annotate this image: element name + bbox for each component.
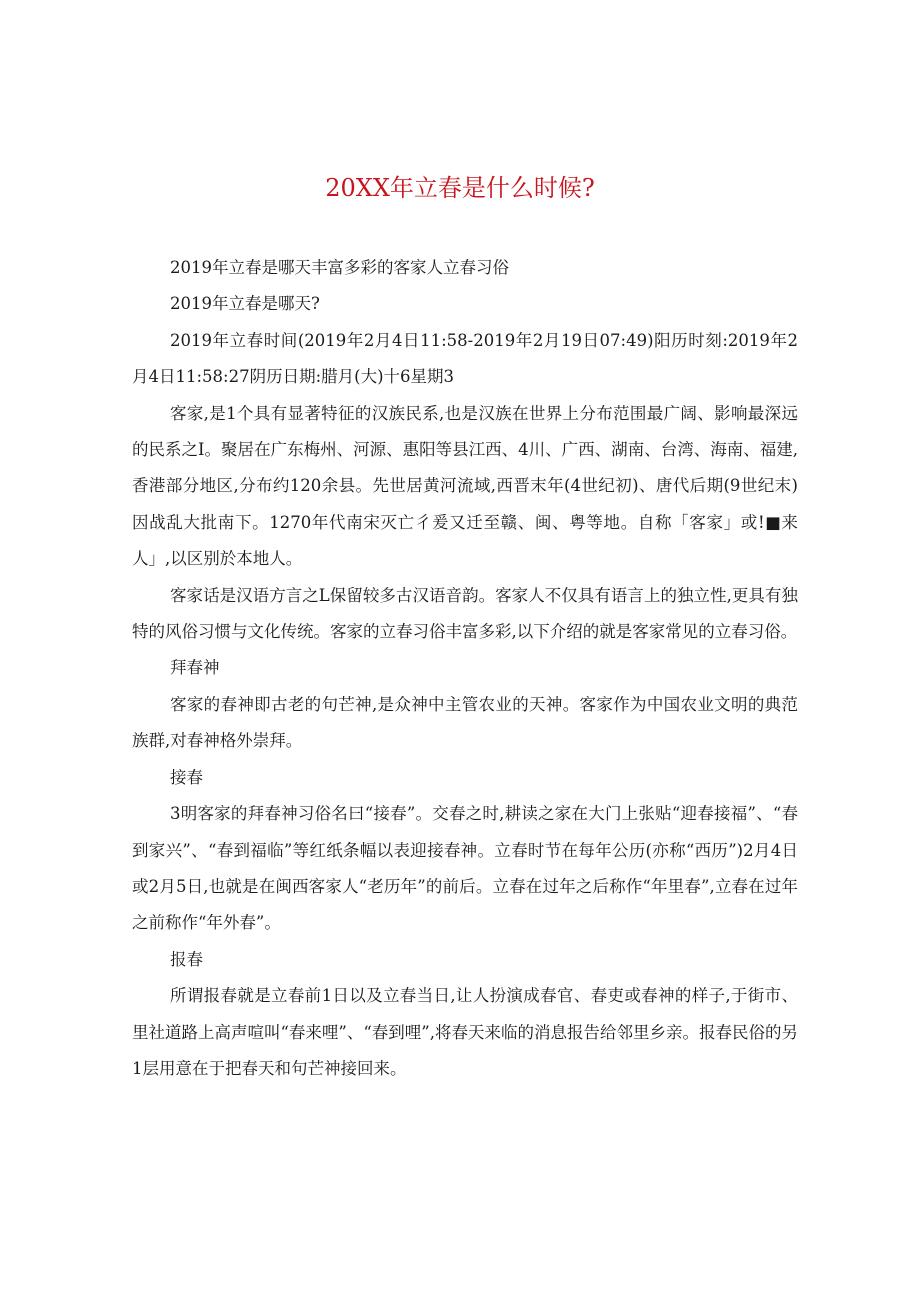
paragraph-bao-chun: 所谓报春就是立春前1日以及立春当日,让人扮演成春官、春吏或春神的样子,于街市、里社道路上高声喧叫“春来哩”、“春到哩”,将春天来临的消息报告给邻里乡亲。报春民俗的另1层用意在于把春天和句芒神接回来。 [132,986,798,1078]
paragraph-jie-chun: 3明客家的拜春神习俗名曰“接春”。交春之时,耕读之家在大门上张贴“迎春接福”、“春到家兴”、“春到福临”等红纸条幅以表迎接春神。立春时节在每年公历(亦称“西历”)2月4日或2月5日,也就是在闽西客家人“老历年”的前后。立春在过年之后称作“年里春”,立春在过年之前称作“年外春”。 [132,804,798,933]
section-heading-bai-chun-shen: 拜春神 [170,658,220,678]
paragraph-intro: 2019年立春是哪天丰富多彩的客家人立春习俗 [170,258,509,277]
paragraph-hakka-intro: 客家,是1个具有显著特征的汉族民系,也是汉族在世界上分布范围最广阔、影响最深远的民系之Ⅰ。聚居在广东梅州、河源、惠阳等县江西、4川、广西、湖南、台湾、海南、福建,香港部分地区,分布约120余县。先世居黄河流域,西晋末年(4世纪初)、唐代后期(9世纪末)因战乱大批南下。1270年代南宋灭亡彳爰又迁至赣、闽、粤等地。自称「客家」或!■来人」,以区别於本地人。 [132,403,798,569]
document-body [132,250,798,1087]
section-heading-bao-chun: 报春 [170,949,203,969]
paragraph-hakka-dialect: 客家话是汉语方言之L保留较多古汉语音韵。客家人不仅具有语言上的独立性,更具有独特的风俗习惯与文化传统。客家的立春习俗丰富多彩,以下介绍的就是客家常见的立春习俗。 [132,585,798,642]
section-heading-jie-chun: 接春 [170,767,203,787]
document-title: 20XX年立春是什么时候? [325,174,595,202]
paragraph-time: 2019年立春时间(2019年2月4日11:58-2019年2月19日07:49)阳历时刻:2019年2月4日11:58:27阴历日期:腊月(大)十6星期3 [132,330,798,387]
paragraph-question: 2019年立春是哪天? [170,294,320,314]
paragraph-bai-chun-shen: 客家的春神即古老的句芒神,是众神中主管农业的天神。客家作为中国农业文明的典范族群,对春神格外崇拜。 [132,694,798,751]
